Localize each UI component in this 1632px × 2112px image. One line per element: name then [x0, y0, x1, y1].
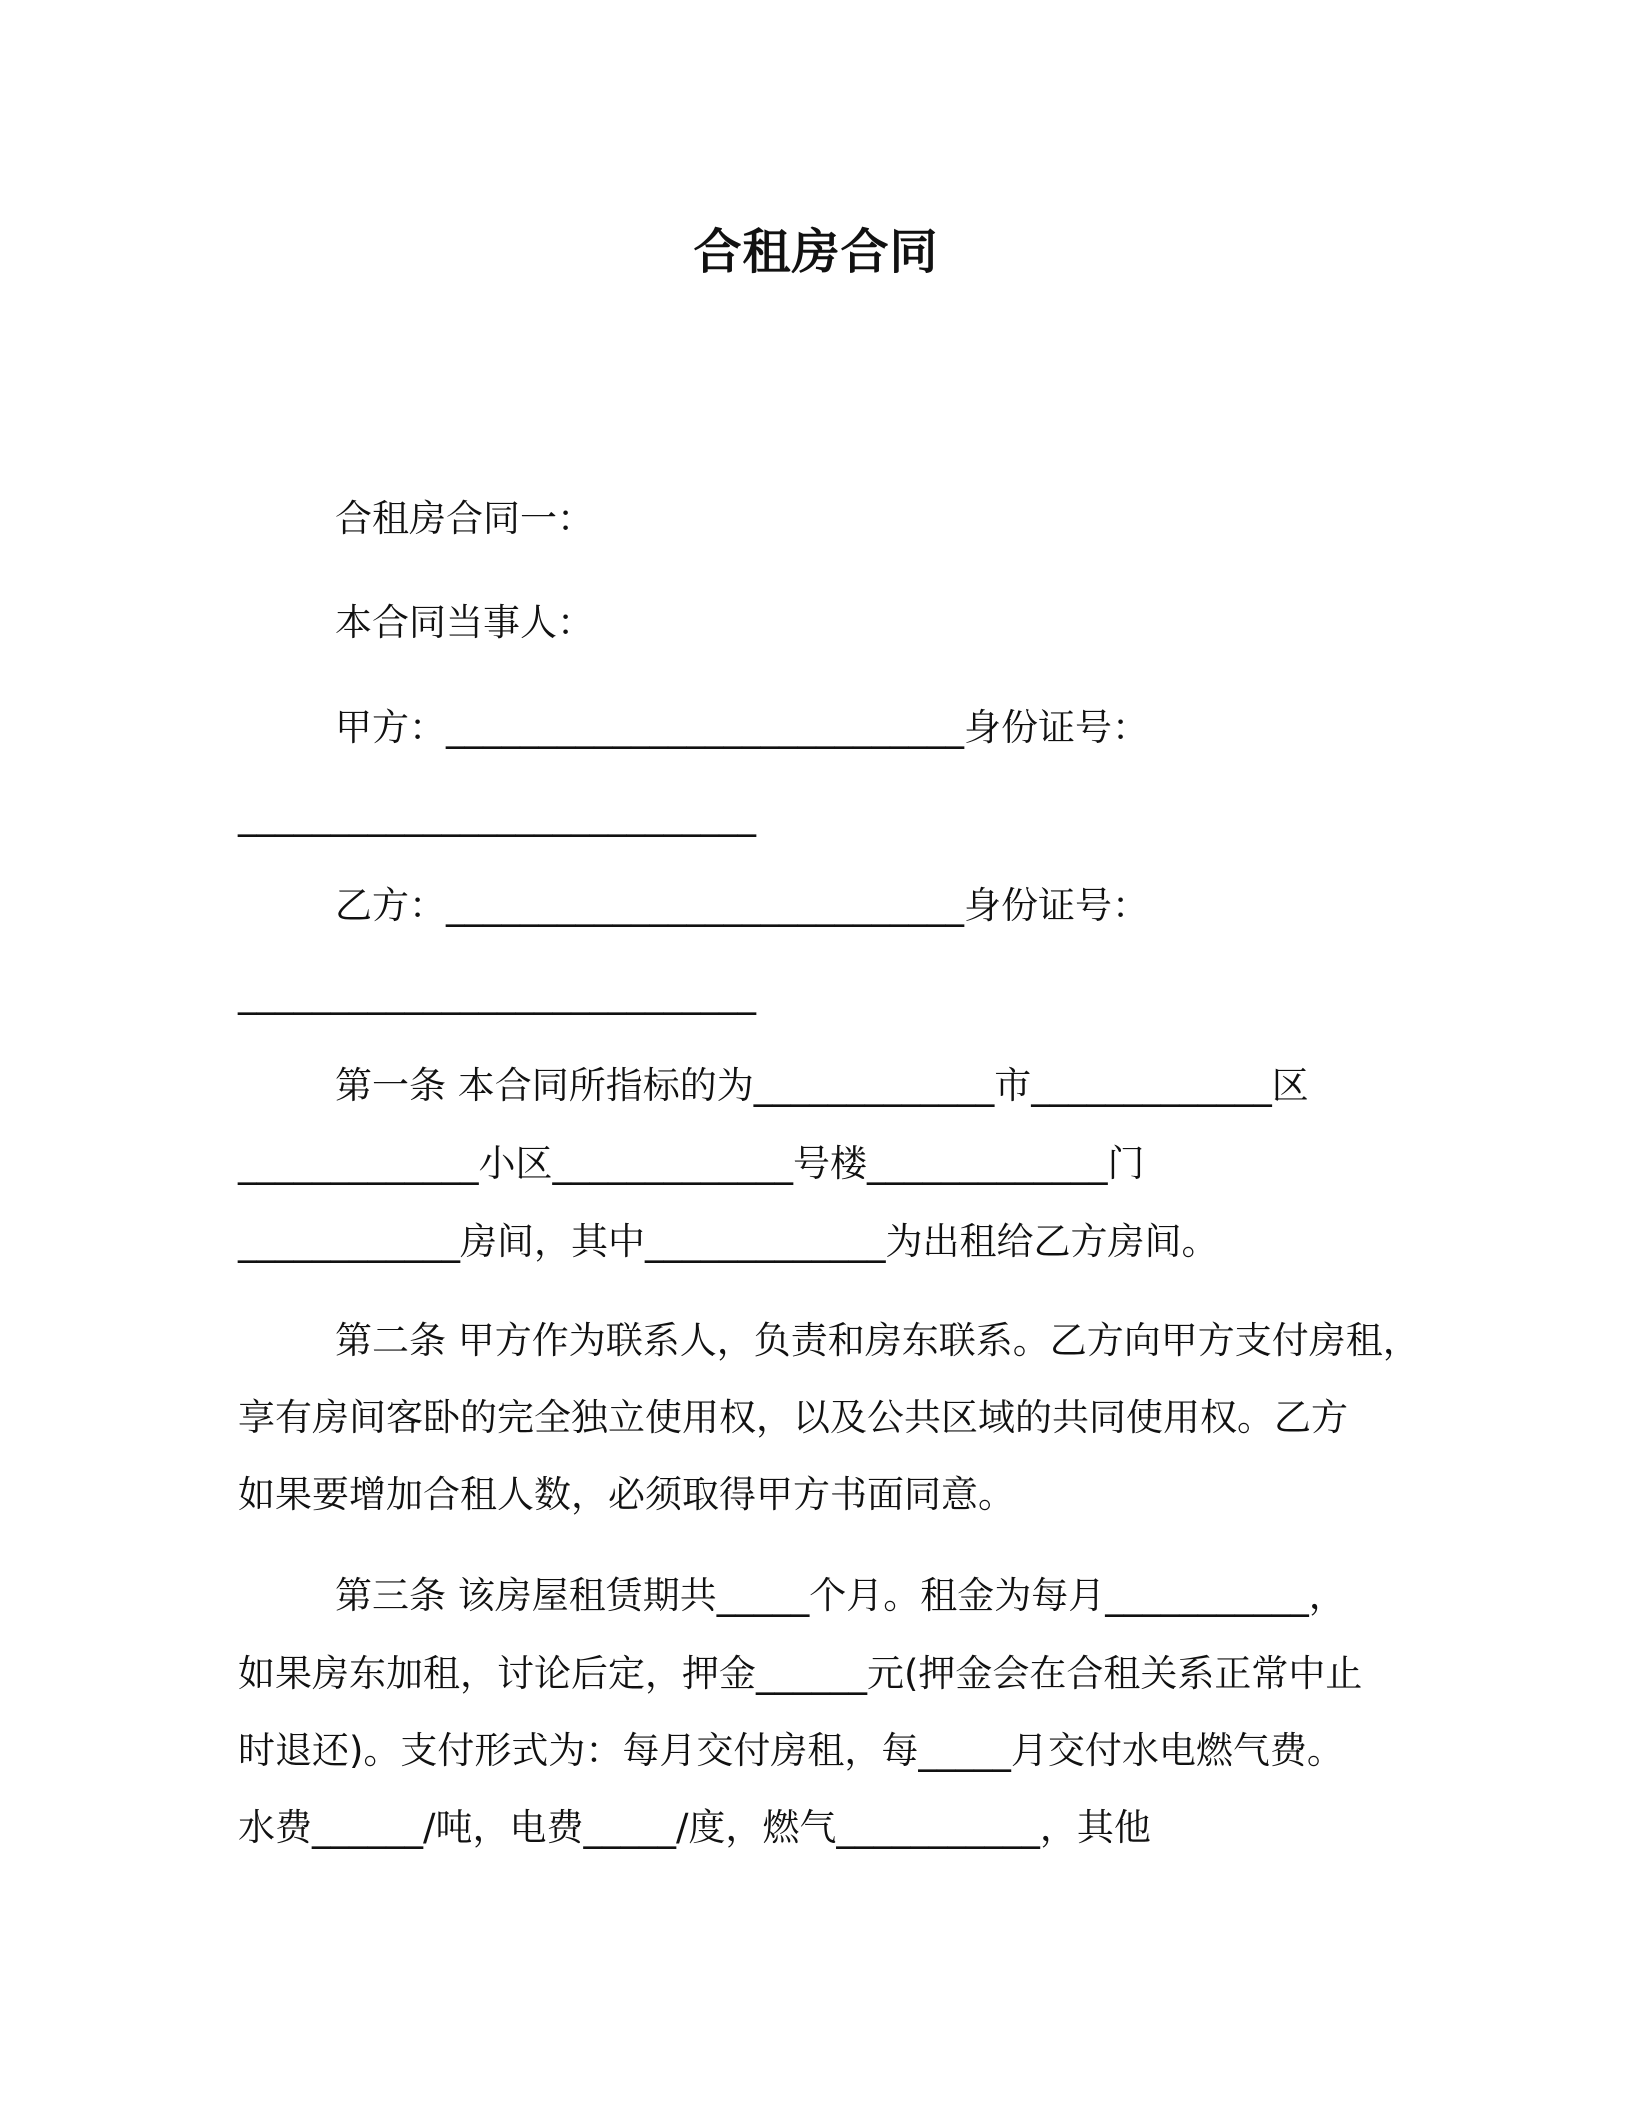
document-title: 合租房合同: [693, 224, 939, 280]
section-heading: 合租房合同一：: [335, 497, 594, 540]
article-3-line-3: 时退还)。支付形式为：每月交付房租，每_____月交付水电燃气费。: [238, 1729, 1344, 1772]
article-3-line-1: 第三条 该房屋租赁期共_____个月。租金为每月___________，: [335, 1574, 1346, 1617]
article-2-line-3: 如果要增加合租人数，必须取得甲方书面同意。: [238, 1473, 1015, 1516]
party-b-line: 乙方：____________________________身份证号：: [335, 884, 1149, 927]
article-1-line-3: ____________房间，其中_____________为出租给乙方房间。: [238, 1220, 1219, 1263]
article-1-line-2: _____________小区_____________号楼_____________门: [238, 1142, 1145, 1185]
parties-label: 本合同当事人：: [335, 601, 594, 644]
article-2-line-2: 享有房间客卧的完全独立使用权，以及公共区域的共同使用权。乙方: [238, 1396, 1348, 1439]
article-3-line-4: 水费______/吨，电费_____/度，燃气___________，其他: [238, 1806, 1151, 1849]
article-2-line-1: 第二条 甲方作为联系人，负责和房东联系。乙方向甲方支付房租，: [335, 1319, 1420, 1362]
party-a-id-blank: ____________________________: [238, 794, 756, 837]
article-1-line-1: 第一条 本合同所指标的为_____________市_____________区: [335, 1064, 1309, 1107]
article-3-line-2: 如果房东加租，讨论后定，押金______元(押金会在合租关系正常中止: [238, 1652, 1363, 1695]
party-a-line: 甲方：____________________________身份证号：: [335, 706, 1149, 749]
party-b-id-blank: ____________________________: [238, 972, 756, 1015]
